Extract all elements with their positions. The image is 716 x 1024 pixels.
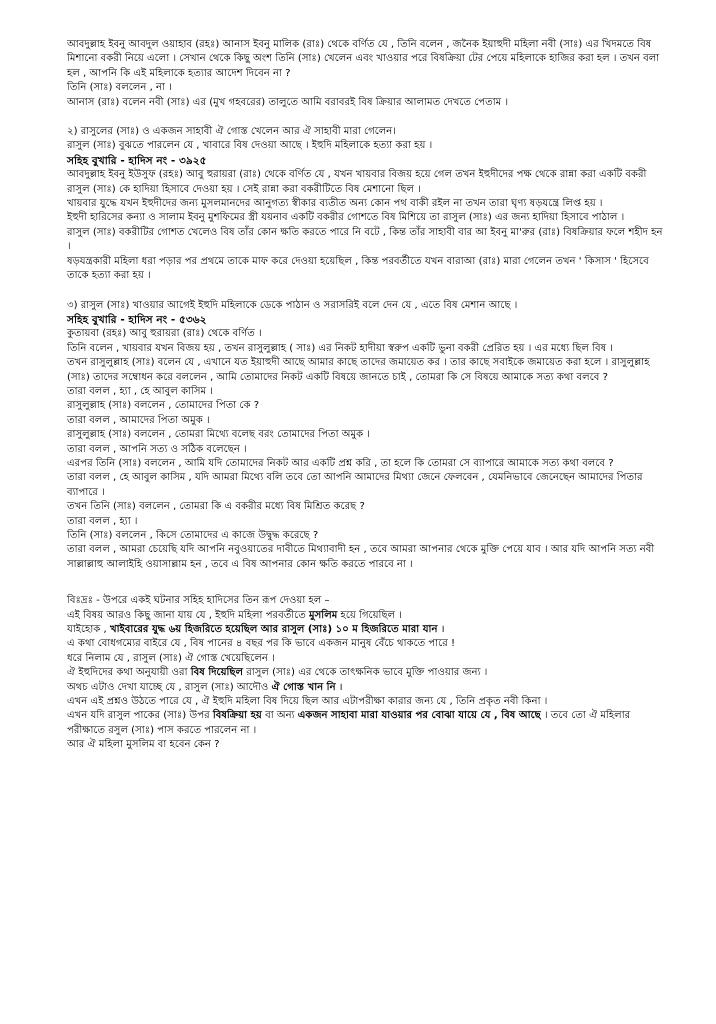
- paragraph: এরপর তিনি (সাঃ) বললেন , আমি যদি তোমাদের নিকট আর একটি প্রশ্ন করি , তা হলে কি তোমরা সে ব্যাপারে আমাকে সত্য কথা বলবে ?: [67, 457, 614, 469]
- paragraph: তখন রাসুলুল্লাহ (সাঃ) বলেন যে , এখানে যত ইয়াহুদী আছে আমার কাছে তাদের জমায়েত কর । তার কাছে সবাইকে জমায়েত করা হলে । রাসুলুল্লাহ (সাঃ) তাদের সম্বোধন করে বললেন , আমি তোমাদের নিকট একটি বিষয়ে জানতে চাই , তোমরা কি সে বিষয়ে আমাকে সত্য কথা বলবে ?: [67, 357, 650, 383]
- note-text: ঐ ইহুদিদের কথা অনুযায়ী ওরা: [67, 667, 191, 679]
- paragraph: তিনি বলেন , খায়বার যখন বিজয় হয় , তখন রাসুলুল্লাহ ( সাঃ) এর নিকট হাদীয়া স্বরুপ একটি ভুনা বকরী প্রেরিত হয় । এর মধ্যে ছিল বিষ ।: [67, 342, 614, 354]
- section-heading: ৩) রাসুল (সাঃ) খাওয়ার আগেই ইহুদি মহিলাকে ডেকে পাঠান ও সরাসরিই বলে দেন যে , এতে বিষ মেশান আছে ।: [67, 299, 518, 311]
- note-text: হয়ে গিয়েছিল ।: [337, 609, 402, 621]
- note-text: যাইহোক ,: [67, 624, 110, 636]
- paragraph: তিনি (সাঃ) বললেন , কিসে তোমাদের এ কাজে উদ্বুদ্ধ করেছে ?: [67, 530, 319, 541]
- hadith-reference: সহিহ বুখারি - হাদিস নং - ৩৯২৫: [67, 154, 207, 167]
- note-line: [67, 681, 667, 695]
- note-text: বা অন্য: [261, 710, 298, 722]
- note-text: ।: [437, 624, 445, 636]
- paragraph: রাসুলুল্লাহ (সাঃ) বললেন , তোমরা মিথ্যে বলেছ বরং তোমাদের পিতা অমুক ।: [67, 429, 370, 441]
- note-emphasis: বিষক্রিয়া হয়: [212, 710, 262, 722]
- note-emphasis: বিষ দিয়েছিল: [190, 667, 244, 679]
- note-line: [67, 666, 667, 680]
- notes-section: [67, 594, 667, 752]
- paragraph: তখন তিনি (সাঃ) বললেন , তোমরা কি এ বকরীর মধ্যে বিষ মিশ্রিত করেছ ?: [67, 501, 365, 513]
- note-emphasis: খাইবারের যুদ্ধ ৬য় হিজরিতে হয়েছিল আর রাসুল (সাঃ) ১০ ম হিজরিতে মারা যান: [109, 624, 438, 636]
- paragraph: তিনি (সাঃ) বললেন , না ।: [67, 82, 172, 94]
- note-text: এই বিষয় আরও কিছু জানা যায় যে , ইহুদি মহিলা পরবর্তীতে: [67, 609, 310, 621]
- paragraph: রাসুল (সাঃ) বকরীটির গোশত খেলেও বিষ তাঁর কোন ক্ষতি করতে পারে নি বটে , কিন্ত তাঁর সাহাবী বার আ ইবনু মা'রুর (রাঃ) বিষক্রিয়ার ফলে শহীদ হন ।: [67, 226, 663, 253]
- paragraph: খায়বার যুদ্ধে যখন ইহুদীদের জন্য মুসলমানদের আনুগত্য স্বীকার ব্যতীত অন্য কোন পথ বাকী রইল না তখন তারা ঘৃণ্য ষড়যন্ত্রে লিপ্ত হয় ।: [67, 198, 603, 210]
- paragraph: ষড়যন্ত্রকারী মহিলা ধরা পড়ার পর প্রথমে তাকে মাফ করে দেওয়া হয়েছিল , কিন্ত পরবর্তীতে যখন বারাআ (রাঃ) মারা গেলেন তখন ' কিসাস ' হিসেবে তাকে হত্যা করা হয় ।: [67, 255, 649, 282]
- paragraph: কুতায়বা (রহঃ) আবু হুরায়রা (রাঃ) থেকে বর্ণিত ।: [67, 328, 262, 340]
- paragraph: তারা বলল , হ্যা , হে আবুল কাসিম ।: [67, 385, 213, 397]
- paragraph: তারা বলল , আমরা চেয়েছি যদি আপনি নবুওয়াতের দাবীতে মিথ্যাবাদী হন , তবে আমরা আপনার থেকে মুক্তি পেয়ে যাব । আর যদি আপনি সত্য নবী সাল্লাল্লাহু আলাইহি ওয়াসাল্লাম হন , তবে এ বিষ আপনার কোন ক্ষতি করতে পারবে না ।: [67, 544, 655, 570]
- section-summary: রাসুল (সাঃ) বুঝতে পারলেন যে , খাবারে বিষ দেওয়া আছে । ইহুদি মহিলাকে হত্যা করা হয় ।: [67, 140, 433, 152]
- note-line: [67, 709, 667, 738]
- paragraph: আবদুল্লাহ ইবনু ইউসুফ (রহঃ) আবু হুরায়রা (রাঃ) থেকে বর্ণিত যে , যখন খায়বার বিজয় হয়ে গেল তখন ইহুদীদের পক্ষ থেকে রান্না করা একটি বকরী রাসুল (সাঃ) কে হাদিয়া হিসাবে দেওয়া হয় । সেই রান্না করা বকরীটিতে বিষ মেশানো ছিল ।: [67, 169, 647, 195]
- note-emphasis: একজন সাহাবা মারা যাওয়ার পর বোঝা যায়ে যে , বিষ আছে: [297, 710, 541, 722]
- paragraph: তারা বলল , হ্যা ।: [67, 515, 138, 527]
- note-line: [67, 623, 667, 637]
- paragraph: তারা বলল , আপনি সত্য ও সঠিক বলেছেন ।: [67, 443, 247, 455]
- note-line: আর ঐ মহিলা মুসলিম বা হবেন কেন ?: [67, 739, 220, 751]
- note-emphasis: ঐ গোস্ত খান নি: [271, 681, 336, 693]
- note-line: এখন এই প্রশ্নও উঠতে পারে যে , ঐ ইহুদি মহিলা বিষ দিয়ে ছিল আর এটাপরীক্ষা কারার জন্য যে , তিনি প্রকৃত নবী কিনা ।: [67, 696, 548, 708]
- note-heading: বিঃদ্রঃ - উপরে একই ঘটনার সহিহ হাদিসের তিন রূপ দেওয়া হল –: [67, 595, 330, 607]
- note-text: ।: [335, 681, 343, 693]
- paragraph: তারা বলল , হে আবুল কাসিম , যদি আমরা মিথ্যে বলি তবে তো আপনি আমাদের মিথ্যা জেনে ফেলবেন , যেমনিভাবে জেনেছেন আমাদের পিতার ব্যাপারে ।: [67, 472, 643, 498]
- note-text: এখন যদি রাসুল পাকের (সাঃ) উপর: [67, 710, 213, 722]
- paragraph: আনাস (রাঃ) বলেন নবী (সাঃ) এর (মুখ গহবরের) তালুতে আমি বরাবরই বিষ ক্রিয়ার আলামত দেখতে পেতাম ।: [67, 96, 509, 108]
- hadith-reference: সহিহ বুখারি - হাদিস নং - ৫৩৬২: [67, 313, 207, 326]
- section-heading: ২) রাসুলের (সাঃ) ও একজন সাহাবী ঐ গোস্ত খেলেন আর ঐ সাহাবী মারা গেলেন।: [67, 126, 396, 138]
- hadith-section-1: [67, 38, 667, 110]
- document-page: [67, 38, 667, 768]
- note-text: । তবে তো ঐ মহিলার পরীক্ষাতে রসুল (সাঃ) পাস করতে পারলেন না ।: [67, 710, 631, 736]
- paragraph: রাসুলুল্লাহ (সাঃ) বললেন , তোমাদের পিতা কে ?: [67, 400, 260, 412]
- paragraph: তারা বলল , আমাদের পিতা অমুক ।: [67, 414, 210, 426]
- hadith-section-2: [67, 125, 667, 283]
- note-text: রাসুল (সাঃ) এর থেকে তাৎক্ষনিক ভাবে মুক্তি পাওয়ার জন্য ।: [243, 667, 488, 679]
- note-line: এ কথা বোধগম্যের বাইরে যে , বিষ পানের ৪ বছর পর কি ভাবে একজন মানুষ বেঁচে থাকতে পারে !: [67, 638, 456, 650]
- note-text: অথচ এটাও দেখা যাচ্ছে যে , রাসুল (সাঃ) আদৌও: [67, 681, 272, 693]
- hadith-section-3: [67, 299, 667, 573]
- note-line: ধরে নিলাম যে , রাসুল (সাঃ) ঐ গোস্ত খেয়েছিলেন ।: [67, 652, 275, 664]
- note-line: [67, 609, 667, 623]
- note-emphasis: মুসলিম: [309, 609, 338, 621]
- paragraph: আবদুল্লাহ ইবনু আবদুল ওয়াহাব (রহঃ) আনাস ইবনু মালিক (রাঃ) থেকে বর্ণিত যে , তিনি বলেন , জনৈক ইয়াহুদী মহিলা নবী (সাঃ) এর খিদমতে বিষ মিশানো বকরী নিয়ে এলো । সেখান থেকে কিছু অংশ তিনি (সাঃ) খেলেন এবং খাওয়ার পরে বিষক্রিয়া টের পেয়ে মহিলাকে হাজির করা হল । তখন বলা হল , আপনি কি এই মহিলাকে হত্যার আদেশ দিবেন না ?: [67, 39, 660, 79]
- paragraph: ইহুদী হারিসের কন্যা ও সালাম ইবনু মুশফিমের স্ত্রী যয়নাব একটি বকরীর গোশতে বিষ মিশিয়ে তা রাসুল (সাঃ) এর জন্য হাদিয়া হিসাবে পাঠাল ।: [67, 212, 625, 224]
